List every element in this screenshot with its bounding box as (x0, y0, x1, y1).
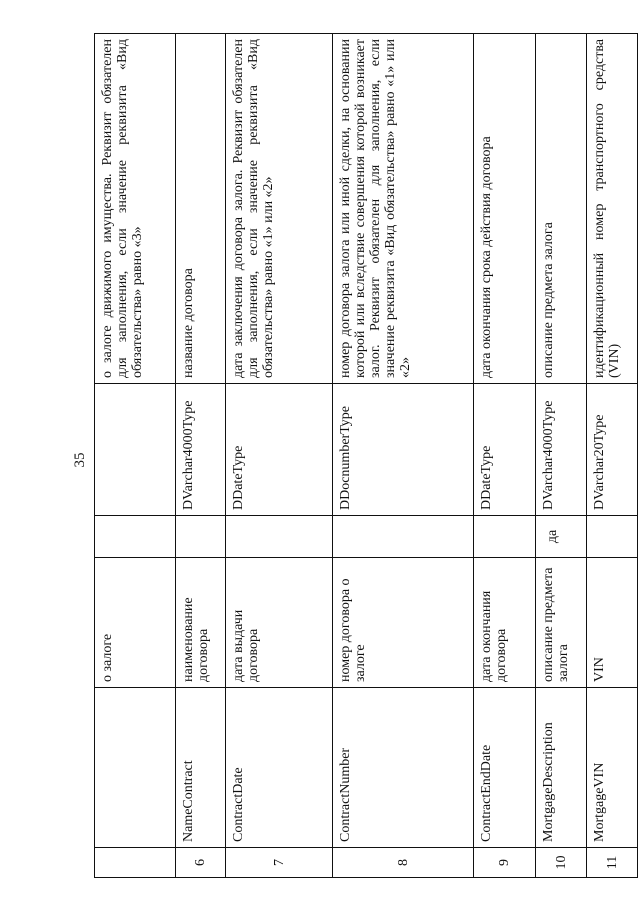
element-code: ContractNumber (333, 688, 474, 848)
element-code: NameContract (175, 688, 226, 848)
element-code: MortgageVIN (587, 688, 638, 848)
row-number: 10 (536, 848, 587, 878)
element-code: MortgageDescription (536, 688, 587, 848)
required-flag (226, 516, 333, 558)
rotated-page-content (94, 34, 638, 878)
row-number (95, 848, 176, 878)
element-description: дата заключения договора залога. Реквизит обязателен для заполнения, если значение реквизита «Вид обязательства» равно «1» или «2» (226, 34, 333, 384)
element-description: номер договора залога или иной сделки, на основании которой или вследствие совершения которой возникает залог. Реквизит обязателен для заполнения, если значение реквизита «Вид обязательства» равно «1» или «2» (333, 34, 474, 384)
required-flag (95, 516, 176, 558)
table-row (226, 34, 333, 878)
element-description: о залоге движимого имущества. Реквизит обязателен для заполнения, если значение реквизита «Вид обязательства» равно «3» (95, 34, 176, 384)
required-flag (175, 516, 226, 558)
data-type (95, 384, 176, 516)
element-code (95, 688, 176, 848)
element-code: ContractEndDate (474, 688, 536, 848)
element-name: VIN (587, 558, 638, 688)
table-row (333, 34, 474, 878)
element-code: ContractDate (226, 688, 333, 848)
row-number: 7 (226, 848, 333, 878)
element-name: дата окончания договора (474, 558, 536, 688)
data-type: DVarchar20Type (587, 384, 638, 516)
requisites-table (94, 33, 638, 878)
table-row (474, 34, 536, 878)
data-type: DVarchar4000Type (175, 384, 226, 516)
row-number: 8 (333, 848, 474, 878)
element-description: идентификационный номер транспортного средства (VIN) (587, 34, 638, 384)
required-flag (333, 516, 474, 558)
required-flag: да (536, 516, 587, 558)
table-row (536, 34, 587, 878)
row-number: 6 (175, 848, 226, 878)
page-number: 35 (72, 452, 88, 468)
element-description: название договора (175, 34, 226, 384)
table-row (587, 34, 638, 878)
row-number: 11 (587, 848, 638, 878)
element-name: описание предмета залога (536, 558, 587, 688)
element-name: наименование договора (175, 558, 226, 688)
element-description: описание предмета залога (536, 34, 587, 384)
required-flag (587, 516, 638, 558)
data-type: DDateType (226, 384, 333, 516)
data-type: DVarchar4000Type (536, 384, 587, 516)
element-name: номер договора о залоге (333, 558, 474, 688)
table-row (95, 34, 176, 878)
element-name: о залоге (95, 558, 176, 688)
required-flag (474, 516, 536, 558)
data-type: DDocnumberType (333, 384, 474, 516)
row-number: 9 (474, 848, 536, 878)
element-name: дата выдачи договора (226, 558, 333, 688)
data-type: DDateType (474, 384, 536, 516)
element-description: дата окончания срока действия договора (474, 34, 536, 384)
table-row (175, 34, 226, 878)
